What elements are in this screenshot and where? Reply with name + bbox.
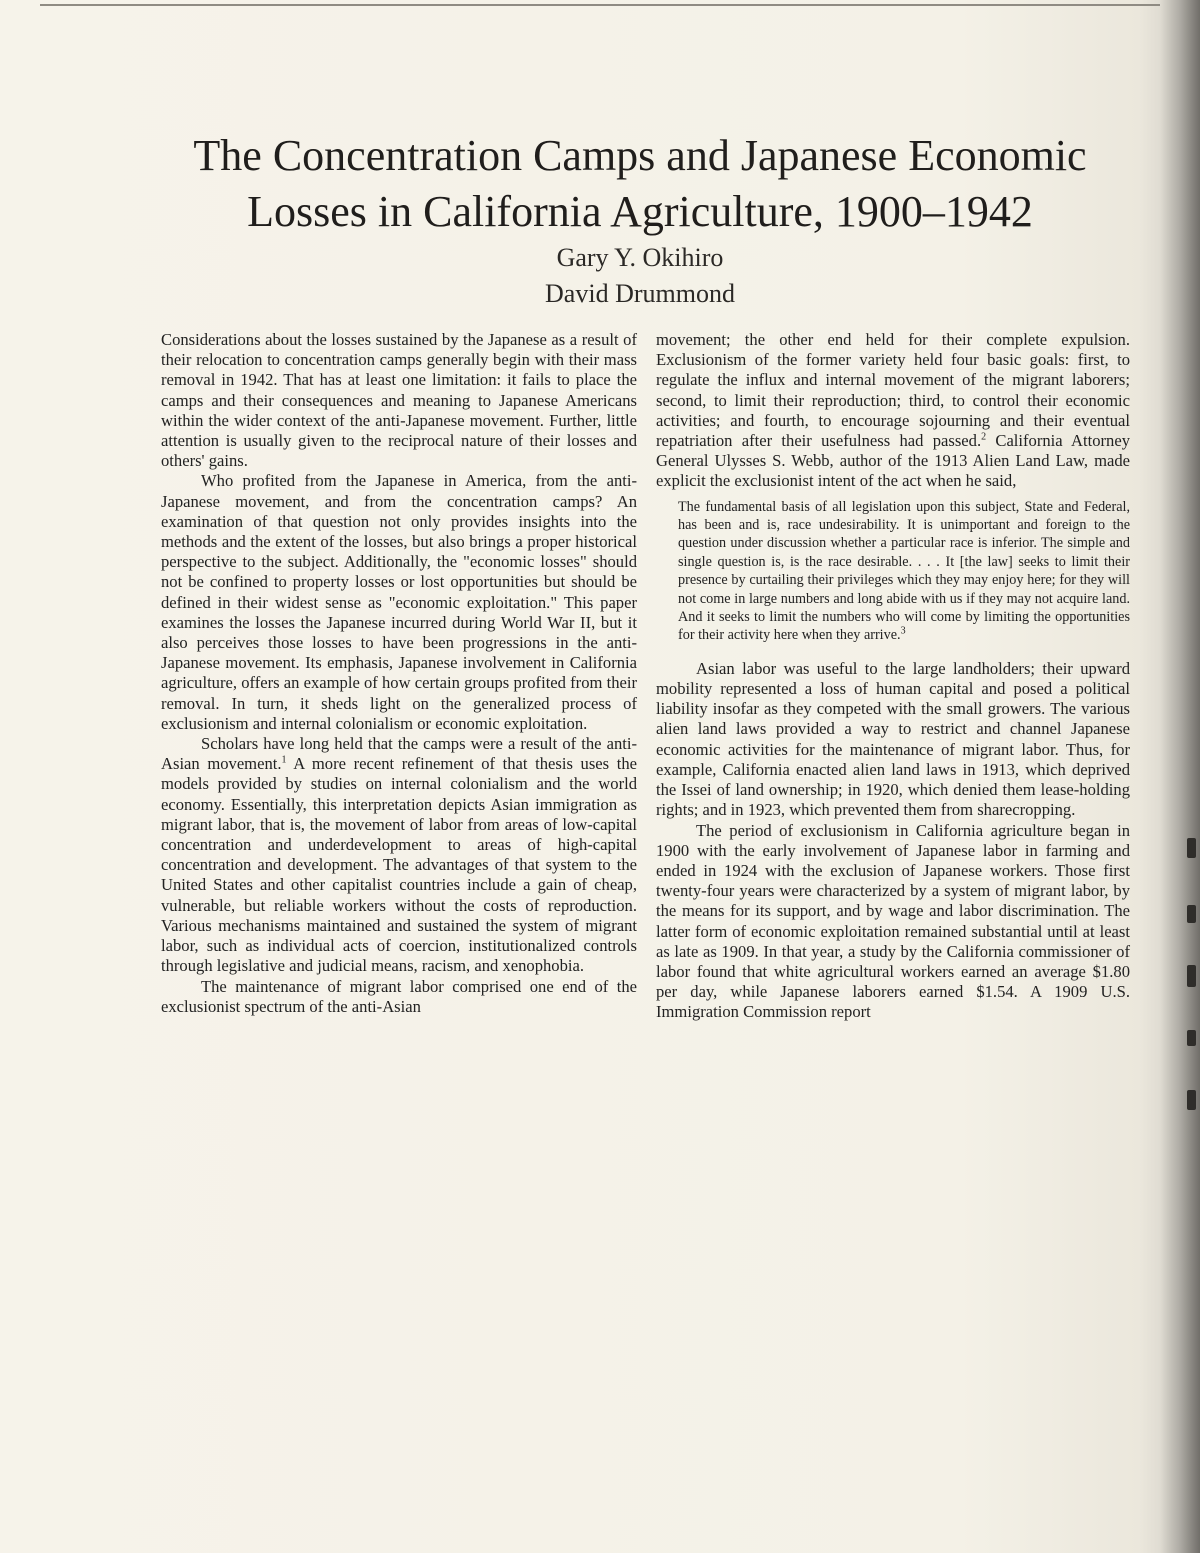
left-column (161, 330, 637, 1017)
paragraph: Who profited from the Japanese in America, from the anti-Japanese movement, and from the concentration camps? An examination of that question not only provides insights into the methods and the extent of the losses, but also brings a proper historical perspective to the subject. Additionally, the "economic losses" should not be confined to property losses or lost opportunities but should be defined in their widest sense as "economic exploitation." This paper examines the losses the Japanese incurred during World War II, but it also perceives those losses to have been progressions in the anti-Japanese movement. Its emphasis, Japanese involvement in California agriculture, offers an example of how certain groups profited from their removal. In turn, it sheds light on the generalized process of exclusionism and internal colonialism or economic exploitation. (161, 471, 637, 733)
edge-mark (1187, 1090, 1196, 1110)
paragraph: Asian labor was useful to the large landholders; their upward mobility represented a loss of human capital and posed a political liability insofar as they competed with the small growers. The various alien land laws provided a way to restrict and channel Japanese economic activities for the maintenance of migrant labor. Thus, for example, California enacted alien land laws in 1913, which deprived the Issei of land ownership; in 1920, which denied them lease-holding rights; and in 1923, which prevented them from sharecropping. (656, 658, 1130, 820)
paragraph-text: movement; the other end held for their complete expulsion. Exclusionism of the former variety held four basic goals: first, to regulate the influx and internal movement of the migrant laborers; second, to limit their reproduction; third, to control their economic activities; and fourth, to encourage sojourning and their eventual repatriation after their usefulness had passed. (656, 330, 1130, 451)
edge-mark (1187, 965, 1196, 987)
title-line-2: Losses in California Agriculture, 1900–1942 (247, 187, 1033, 236)
quote-text: The fundamental basis of all legislation upon this subject, State and Federal, has been and is, race undesirability. It is unimportant and foreign to the question under discussion whether a particular race is inferior. The simple and single question is, is the race desirable. . . . It [the law] seeks to limit their presence by curtailing their privileges which they may enjoy here; for they will not come in large numbers and long abide with us if they may not acquire land. And it seeks to limit the numbers who will come by limiting the opportunities for their activity here when they arrive. (678, 498, 1130, 644)
edge-mark (1187, 1030, 1196, 1046)
paragraph-text: A more recent refinement of that thesis uses the models provided by studies on internal colonialism and the world economy. Essentially, this interpretation depicts Asian immigration as migrant labor, that is, the movement of labor from areas of low-capital concentration and underdevelopment to areas of high-capital concentration and development. The advantages of that system to the United States and other capitalist countries include a gain of cheap, vulnerable, but reliable workers without the costs of reproduction. Various mechanisms maintained and sustained the system of migrant labor, such as individual acts of coercion, institutionalized controls through legislative and judicial means, racism, and xenophobia. (161, 754, 637, 976)
paragraph: Considerations about the losses sustained by the Japanese as a result of their relocation to concentration camps generally begin with their mass removal in 1942. That has at least one limitation: it fails to place the camps and their consequences and meaning to Japanese Americans within the wider context of the anti-Japanese movement. Further, little attention is usually given to the reciprocal nature of their losses and others' gains. (161, 330, 637, 471)
footnote-ref: 2 (981, 431, 987, 443)
article-title (120, 128, 1160, 240)
author-name: Gary Y. Okihiro (556, 243, 724, 272)
top-rule (40, 4, 1160, 6)
edge-mark (1187, 838, 1196, 858)
paragraph-text: California Attorney General Ulysses S. Webb, author of the 1913 Alien Land Law, made explicit the exclusionist intent of the act when he said, (656, 431, 1130, 491)
footnote-ref: 3 (900, 625, 906, 637)
paragraph (656, 330, 1130, 492)
paragraph: The maintenance of migrant labor comprised one end of the exclusionist spectrum of the anti-Asian (161, 976, 637, 1016)
authors (120, 240, 1160, 312)
spine-shadow (1160, 0, 1200, 1553)
right-column (656, 330, 1130, 1023)
edge-mark (1187, 905, 1196, 923)
paragraph (161, 734, 637, 976)
block-quote (678, 498, 1130, 645)
footnote-ref: 1 (281, 754, 287, 766)
paragraph: The period of exclusionism in California agriculture began in 1900 with the early involvement of Japanese labor in farming and ended in 1924 with the exclusion of Japanese workers. Those first twenty-four years were characterized by a system of migrant labor, by the means for its support, and by wage and labor discrimination. The latter form of economic exploitation remained substantial until at least as late as 1909. In that year, a study by the California commissioner of labor found that white agricultural workers earned an average $1.80 per day, while Japanese laborers earned $1.54. A 1909 U.S. Immigration Commission report (656, 820, 1130, 1022)
author-name: David Drummond (545, 279, 735, 308)
paragraph-text: Scholars have long held that the camps were a result of the anti-Asian movement. (161, 734, 637, 774)
title-line-1: The Concentration Camps and Japanese Economic (193, 131, 1087, 180)
